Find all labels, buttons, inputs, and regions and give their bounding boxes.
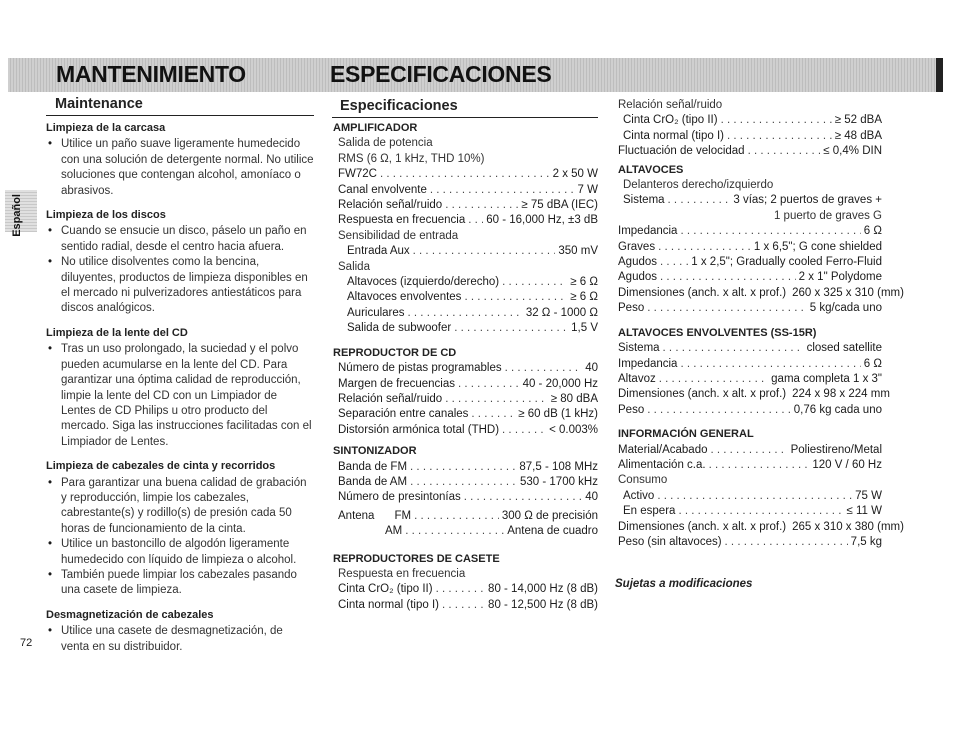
- language-side-tab: [5, 190, 37, 237]
- specifications-right-column: [618, 98, 904, 550]
- spec-label: En espera: [623, 505, 676, 518]
- bullet-text: Utilice un bastoncillo de algodón ligeramente humedecido con líquido de limpieza o alcohol.: [61, 538, 297, 566]
- specifications-rule: [332, 117, 598, 118]
- spec-heading: INFORMACIÓN GENERAL: [618, 428, 754, 441]
- spec-value: 7,5 kg: [850, 535, 882, 548]
- antenna-label: Antena: [338, 509, 375, 522]
- dot-leader: [442, 598, 485, 613]
- bullet-dot: •: [48, 138, 53, 151]
- spec-label: Cinta normal (tipo I): [338, 598, 439, 611]
- spec-text: Sensibilidad de entrada: [338, 229, 459, 242]
- dot-leader: [660, 270, 796, 285]
- spec-value: 5 kg/cada uno: [809, 302, 882, 315]
- dot-leader: [668, 193, 731, 208]
- band-title-specifications: ESPECIFICACIONES: [330, 61, 552, 87]
- spec-value: 80 - 14,000 Hz (8 dB): [488, 583, 598, 596]
- spec-row: [618, 129, 882, 144]
- dot-leader: [436, 582, 485, 597]
- spec-text: Respuesta en frecuencia: [338, 567, 466, 580]
- spec-label: Dimensiones (anch. x alt. x prof.): [618, 286, 787, 299]
- dot-leader: [414, 509, 499, 524]
- spec-heading: ALTAVOCES ENVOLVENTES (SS-15R): [618, 326, 817, 339]
- spec-label: Cinta normal (tipo I): [623, 129, 724, 142]
- spec-row: [618, 240, 882, 255]
- bullet-dot: •: [48, 225, 53, 238]
- spec-row: [333, 198, 598, 213]
- bullet-text: No utilice disolventes como la bencina, diluyentes, productos de limpieza disponibles en el mercado ni pulverizadores antiestáticos para discos analógicos.: [61, 256, 308, 315]
- antenna-am-label: AM: [385, 525, 403, 538]
- spec-label: Graves: [618, 240, 656, 253]
- language-label: Español: [11, 194, 23, 237]
- dot-leader: [410, 460, 516, 475]
- spec-row: [618, 387, 890, 402]
- spec-row: [618, 301, 882, 316]
- spec-value: closed satellite: [806, 342, 882, 355]
- spec-label: Impedancia: [618, 357, 678, 370]
- spec-value: ≥ 80 dBA: [550, 392, 598, 405]
- spec-row: [618, 270, 882, 285]
- dot-leader: [505, 361, 583, 376]
- spec-value: 224 x 98 x 224 mm: [792, 388, 890, 401]
- dot-leader: [458, 377, 520, 392]
- spec-label: Banda de FM: [338, 460, 408, 473]
- spec-row: [333, 361, 598, 376]
- spec-row: [333, 582, 598, 597]
- spec-value: 80 - 12,500 Hz (8 dB): [488, 598, 598, 611]
- spec-label: Entrada Aux: [347, 245, 410, 258]
- spec-text: RMS (6 Ω, 1 kHz, THD 10%): [338, 152, 485, 165]
- spec-label: Peso: [618, 403, 645, 416]
- spec-row: [333, 167, 598, 182]
- spec-value: 350 mV: [558, 245, 598, 258]
- section-heading: Limpieza de la lente del CD: [46, 326, 188, 339]
- dot-leader: [380, 167, 550, 182]
- bullet-item: [46, 255, 314, 317]
- spec-row: [333, 183, 598, 198]
- bullet-item: [46, 568, 314, 599]
- bullet-text: Utilice una casete de desmagnetización, de venta en su distribuidor.: [61, 625, 283, 653]
- spec-text: Consumo: [618, 474, 668, 487]
- bullet-item: [46, 342, 314, 450]
- spec-value: 120 V / 60 Hz: [812, 458, 882, 471]
- dot-leader: [405, 524, 504, 539]
- spec-row: [333, 598, 598, 613]
- spec-value: 32 Ω - 1000 Ω: [525, 306, 598, 319]
- spec-row: [333, 475, 598, 490]
- spec-value: < 0.003%: [549, 423, 598, 436]
- spec-row: [618, 193, 882, 208]
- spec-value: 260 x 325 x 310 (mm): [792, 286, 904, 299]
- dot-leader: [471, 407, 515, 422]
- spec-label: Cinta CrO₂ (tipo II): [623, 114, 718, 127]
- spec-value: 1 x 6,5"; G cone shielded: [753, 240, 882, 253]
- spec-label: Dimensiones (anch. x alt. x prof.): [618, 520, 787, 533]
- spec-label: FW72C: [338, 168, 377, 181]
- spec-row: [618, 224, 882, 239]
- dot-leader: [408, 306, 523, 321]
- spec-label: Distorsión armónica total (THD): [338, 423, 500, 436]
- section-heading: Limpieza de cabezales de cinta y recorridos: [46, 460, 276, 473]
- dot-leader: [660, 255, 688, 270]
- spec-row: [618, 458, 882, 473]
- spec-value: 40 - 20,000 Hz: [522, 377, 598, 390]
- spec-row: [618, 113, 882, 128]
- dot-leader: [727, 129, 832, 144]
- spec-value: 6 Ω: [863, 357, 882, 370]
- spec-label: Peso (sin altavoces): [618, 535, 722, 548]
- spec-value: ≤ 11 W: [846, 505, 882, 518]
- spec-row: [618, 341, 882, 356]
- spec-row: [333, 460, 598, 475]
- page-number: 72: [20, 637, 33, 649]
- bullet-item: [46, 224, 314, 255]
- dot-leader: [445, 198, 518, 213]
- antenna-fm-label: FM: [394, 509, 412, 522]
- spec-label: Canal envolvente: [338, 183, 427, 196]
- spec-label: Margen de frecuencias: [338, 377, 455, 390]
- dot-leader: [464, 490, 582, 505]
- band-title-maintenance: MANTENIMIENTO: [56, 61, 246, 87]
- spec-row: [333, 377, 598, 392]
- subject-to-change-note: Sujetas a modificaciones: [615, 578, 753, 590]
- spec-row: [618, 535, 882, 550]
- bullet-dot: •: [48, 538, 53, 551]
- spec-label: Altavoces envolventes: [347, 291, 462, 304]
- spec-label: Agudos: [618, 271, 658, 284]
- spec-text: Relación señal/ruido: [618, 99, 723, 111]
- spec-text: 1 puerto de graves G: [773, 209, 882, 222]
- spec-value: ≥ 6 Ω: [570, 291, 598, 304]
- spec-label: Fluctuación de velocidad: [618, 145, 745, 158]
- spec-label: Impedancia: [618, 225, 678, 238]
- spec-label: Altavoces (izquierdo/derecho): [347, 276, 500, 289]
- spec-heading: ALTAVOCES: [618, 163, 684, 176]
- spec-label: Cinta CrO₂ (tipo II): [338, 583, 433, 596]
- maintenance-rule: [46, 115, 314, 116]
- spec-value: 3 vías; 2 puertos de graves +: [733, 194, 882, 207]
- bullet-text: También puede limpiar los cabezales pasando una casete de limpieza.: [61, 568, 297, 597]
- spec-value: 1 x 2,5"; Gradually cooled Ferro-Fluid: [691, 256, 882, 269]
- spec-label: Banda de AM: [338, 475, 408, 488]
- bullet-dot: •: [48, 343, 53, 356]
- spec-value: 1,5 V: [571, 322, 598, 335]
- spec-heading: REPRODUCTOR DE CD: [333, 346, 457, 359]
- dot-leader: [659, 372, 768, 387]
- spec-value: 6 Ω: [863, 225, 882, 238]
- header-band-edge: [936, 58, 943, 92]
- bullet-dot: •: [48, 568, 53, 581]
- dot-leader: [410, 475, 517, 490]
- spec-heading: SINTONIZADOR: [333, 445, 417, 458]
- spec-row: [618, 144, 882, 159]
- dot-leader: [663, 341, 804, 356]
- spec-label: Altavoz: [618, 372, 656, 385]
- spec-value: 60 - 16,000 Hz, ±3 dB: [486, 214, 598, 227]
- spec-label: Relación señal/ruido: [338, 199, 443, 212]
- antenna-row: [333, 509, 598, 524]
- spec-value: ≥ 48 dBA: [834, 129, 882, 142]
- bullet-text: Utilice un paño suave ligeramente humedecido con una solución de detergente normal. No utilice soluciones que contengan alcohol, amoníaco o abrasivos.: [61, 138, 314, 197]
- dot-leader: [502, 275, 567, 290]
- dot-leader: [709, 458, 810, 473]
- spec-row: [333, 392, 598, 407]
- spec-row: [333, 290, 598, 305]
- dot-leader: [445, 392, 548, 407]
- dot-leader: [711, 443, 788, 458]
- spec-value: 0,76 kg cada uno: [793, 403, 882, 416]
- spec-heading: AMPLIFICADOR: [333, 122, 418, 134]
- spec-value: ≥ 6 Ω: [570, 276, 598, 289]
- spec-row: [333, 244, 598, 259]
- antenna-row: [333, 524, 598, 539]
- spec-value: 40: [585, 362, 598, 375]
- dot-leader: [413, 244, 556, 259]
- spec-value: ≥ 75 dBA (IEC): [521, 199, 598, 212]
- spec-row: [618, 489, 882, 504]
- spec-label: Relación señal/ruido: [338, 392, 443, 405]
- dot-leader: [468, 213, 483, 228]
- dot-leader: [748, 144, 821, 159]
- spec-label: Sistema: [623, 194, 665, 207]
- dot-leader: [464, 290, 567, 305]
- spec-heading: REPRODUCTORES DE CASETE: [333, 552, 500, 565]
- antenna-am-value: Antena de cuadro: [507, 525, 598, 538]
- spec-value: 7 W: [577, 183, 598, 196]
- spec-row: [333, 213, 598, 228]
- spec-value: 530 - 1700 kHz: [520, 475, 598, 488]
- dot-leader: [725, 535, 848, 550]
- spec-label: Peso: [618, 302, 645, 315]
- spec-value: gama completa 1 x 3": [771, 372, 882, 385]
- spec-label: Auriculares: [347, 306, 405, 319]
- dot-leader: [657, 489, 852, 504]
- spec-row: [618, 286, 904, 301]
- spec-text: Salida de potencia: [338, 137, 433, 150]
- spec-label: Dimensiones (anch. x alt. x prof.): [618, 388, 787, 401]
- bullet-dot: •: [48, 476, 53, 489]
- spec-value: 2 x 50 W: [552, 168, 598, 181]
- maintenance-column: [46, 121, 314, 655]
- spec-row: [333, 490, 598, 505]
- dot-leader: [721, 113, 832, 128]
- bullet-text: Cuando se ensucie un disco, páselo un paño en sentido radial, desde el centro hacia afuera.: [61, 225, 307, 253]
- dot-leader: [502, 423, 546, 438]
- spec-value: 40: [585, 491, 598, 504]
- spec-value: ≤ 0,4% DIN: [823, 145, 882, 158]
- spec-row: [333, 306, 598, 321]
- spec-value: 2 x 1" Polydome: [798, 271, 882, 284]
- bullet-text: Para garantizar una buena calidad de grabación y reproducción, limpie los cabezales, cabrestante(s) y rodillo(s) de presión cada 50 horas de funcionamiento de la cinta.: [61, 476, 307, 535]
- spec-row: [333, 407, 598, 422]
- bullet-item: [46, 476, 314, 538]
- dot-leader: [647, 403, 791, 418]
- bullet-dot: •: [48, 256, 53, 269]
- spec-row: [618, 504, 882, 519]
- spec-value: ≥ 52 dBA: [834, 114, 882, 127]
- specifications-middle-column: [333, 121, 598, 613]
- dot-leader: [658, 240, 751, 255]
- spec-text: Delanteros derecho/izquierdo: [623, 179, 774, 192]
- specifications-title: Especificaciones: [340, 98, 458, 114]
- spec-row: [333, 321, 598, 336]
- spec-label: Salida de subwoofer: [347, 322, 452, 335]
- spec-label: Respuesta en frecuencia: [338, 214, 466, 227]
- spec-label: Sistema: [618, 342, 660, 355]
- spec-row: [618, 403, 882, 418]
- maintenance-title: Maintenance: [55, 96, 143, 112]
- section-heading: Limpieza de la carcasa: [46, 122, 166, 134]
- spec-value: 87,5 - 108 MHz: [519, 460, 598, 473]
- dot-leader: [454, 321, 568, 336]
- spec-row: [618, 357, 882, 372]
- section-heading: Limpieza de los discos: [46, 209, 166, 222]
- spec-value: ≥ 60 dB (1 kHz): [518, 408, 598, 421]
- dot-leader: [680, 224, 860, 239]
- spec-value: Poliestireno/Metal: [790, 443, 882, 456]
- bullet-item: [46, 137, 314, 199]
- dot-leader: [647, 301, 807, 316]
- spec-label: Material/Acabado: [618, 443, 708, 456]
- spec-row: [618, 255, 882, 270]
- spec-label: Número de pistas programables: [338, 362, 502, 375]
- dot-leader: [680, 357, 860, 372]
- antenna-fm-value: 300 Ω de precisión: [501, 509, 598, 522]
- section-heading: Desmagnetización de cabezales: [46, 608, 214, 621]
- bullet-dot: •: [48, 625, 53, 638]
- bullet-item: [46, 537, 314, 568]
- spec-row: [618, 443, 882, 458]
- spec-label: Alimentación c.a.: [618, 458, 706, 471]
- dot-leader: [430, 183, 575, 198]
- spec-label: Activo: [623, 489, 655, 502]
- spec-row: [618, 520, 904, 535]
- spec-row: [333, 275, 598, 290]
- spec-text: Salida: [338, 260, 370, 273]
- spec-value: 75 W: [855, 489, 882, 502]
- bullet-item: [46, 624, 314, 655]
- spec-label: Agudos: [618, 256, 658, 269]
- dot-leader: [678, 504, 843, 519]
- spec-row: [618, 372, 882, 387]
- spec-row: [333, 423, 598, 438]
- spec-label: Número de presintonías: [338, 491, 461, 504]
- bullet-text: Tras un uso prolongado, la suciedad y el polvo pueden acumularse en la lente del CD. Para garantizar una óptima calidad de reproducción, limpie la lente del CD con un Limpiador de Lentes de CD Philips u otro producto del mercado. Siga las instrucciones facilitadas con el Limpiador de Lentes.: [61, 343, 312, 448]
- spec-label: Separación entre canales: [338, 408, 469, 421]
- spec-value: 265 x 310 x 380 (mm): [792, 520, 904, 533]
